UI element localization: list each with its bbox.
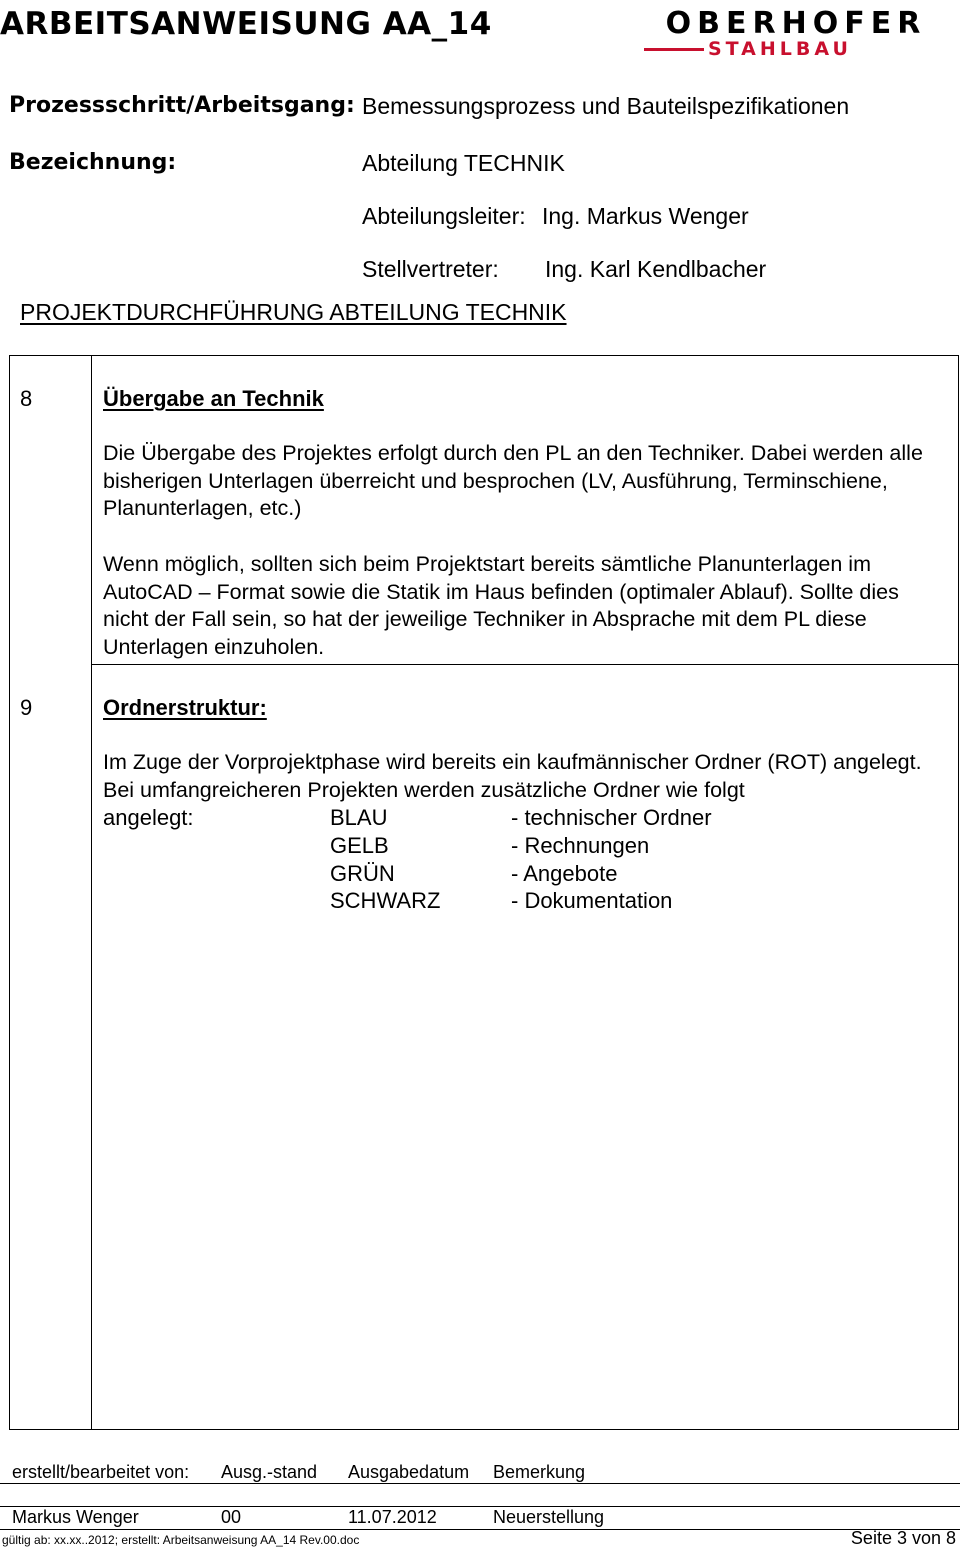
footer-header-author: erstellt/bearbeitet von: (12, 1462, 190, 1482)
section-8-paragraph-1: Die Übergabe des Projektes erfolgt durch den PL an den Techniker. Dabei werden alle bisherigen Unterlagen überreicht und besprochen (LV, Ausführung, Terminschiene, Planunterlagen, etc.) (103, 441, 923, 521)
section-9-heading: Ordnerstruktur: (103, 695, 267, 720)
folder-list-intro: angelegt: (103, 805, 194, 830)
footer-divider-bottom (0, 1529, 960, 1530)
footer-date: 11.07.2012 (348, 1507, 437, 1527)
footer-divider-middle (0, 1506, 960, 1507)
folder-color: BLAU (330, 805, 388, 830)
section-8-heading: Übergabe an Technik (103, 386, 324, 411)
footer-revision: 00 (221, 1507, 242, 1527)
logo-subtitle: STAHLBAU (708, 38, 852, 60)
department-head-name: Ing. Markus Wenger (542, 203, 749, 229)
footer-remark: Neuerstellung (493, 1507, 605, 1527)
logo-wordmark: OBERHOFER (665, 6, 927, 41)
deputy-name: Ing. Karl Kendlbacher (545, 256, 767, 282)
process-label: Prozessschritt/Arbeitsgang: (9, 93, 355, 118)
column-divider (91, 356, 92, 1429)
folder-color: GELB (330, 833, 389, 858)
page-number: Seite 3 von 8 (850, 1528, 956, 1548)
deputy-label: Stellvertreter: (362, 256, 499, 282)
department-name: Abteilung TECHNIK (362, 150, 565, 176)
folder-description: - Rechnungen (511, 833, 650, 858)
folder-description: - technischer Ordner (511, 805, 712, 830)
row-divider (91, 664, 958, 665)
footer-header-revision: Ausg.-stand (221, 1462, 318, 1482)
section-9-paragraph: Im Zuge der Vorprojektphase wird bereits ein kaufmännischer Ordner (ROT) angelegt. Bei umfangreicheren Projekten werden zusätzliche Ordner wie folgt (103, 750, 922, 802)
folder-description: - Dokumentation (511, 888, 673, 913)
section-8-number: 8 (20, 386, 33, 411)
department-head-label: Abteilungsleiter: (362, 203, 526, 229)
folder-color: GRÜN (330, 861, 395, 886)
footer-header-date: Ausgabedatum (348, 1462, 470, 1482)
folder-description: - Angebote (511, 861, 618, 886)
footer-header-remark: Bemerkung (493, 1462, 586, 1482)
footer-validity: gültig ab: xx.xx..2012; erstellt: Arbeitsanweisung AA_14 Rev.00.doc (2, 1533, 360, 1547)
section-9-number: 9 (20, 695, 33, 720)
designation-label: Bezeichnung: (9, 150, 177, 175)
footer-divider-top (0, 1483, 960, 1484)
company-logo (636, 8, 956, 60)
section-heading: PROJEKTDURCHFÜHRUNG ABTEILUNG TECHNIK (20, 299, 567, 325)
document-title: ARBEITSANWEISUNG AA_14 (0, 6, 492, 42)
section-8-paragraph-2: Wenn möglich, sollten sich beim Projektstart bereits sämtliche Planunterlagen im AutoCAD – Format sowie die Statik im Haus befinden (optimaler Ablauf). Sollte dies nicht der Fall sein, so hat der jeweilige Techniker in Absprache mit dem PL diese Unterlagen einzuholen. (103, 552, 899, 659)
process-value: Bemessungsprozess und Bauteilspezifikationen (362, 93, 850, 119)
footer-author: Markus Wenger (12, 1507, 139, 1527)
logo-accent-line (644, 48, 704, 51)
folder-color: SCHWARZ (330, 888, 441, 913)
